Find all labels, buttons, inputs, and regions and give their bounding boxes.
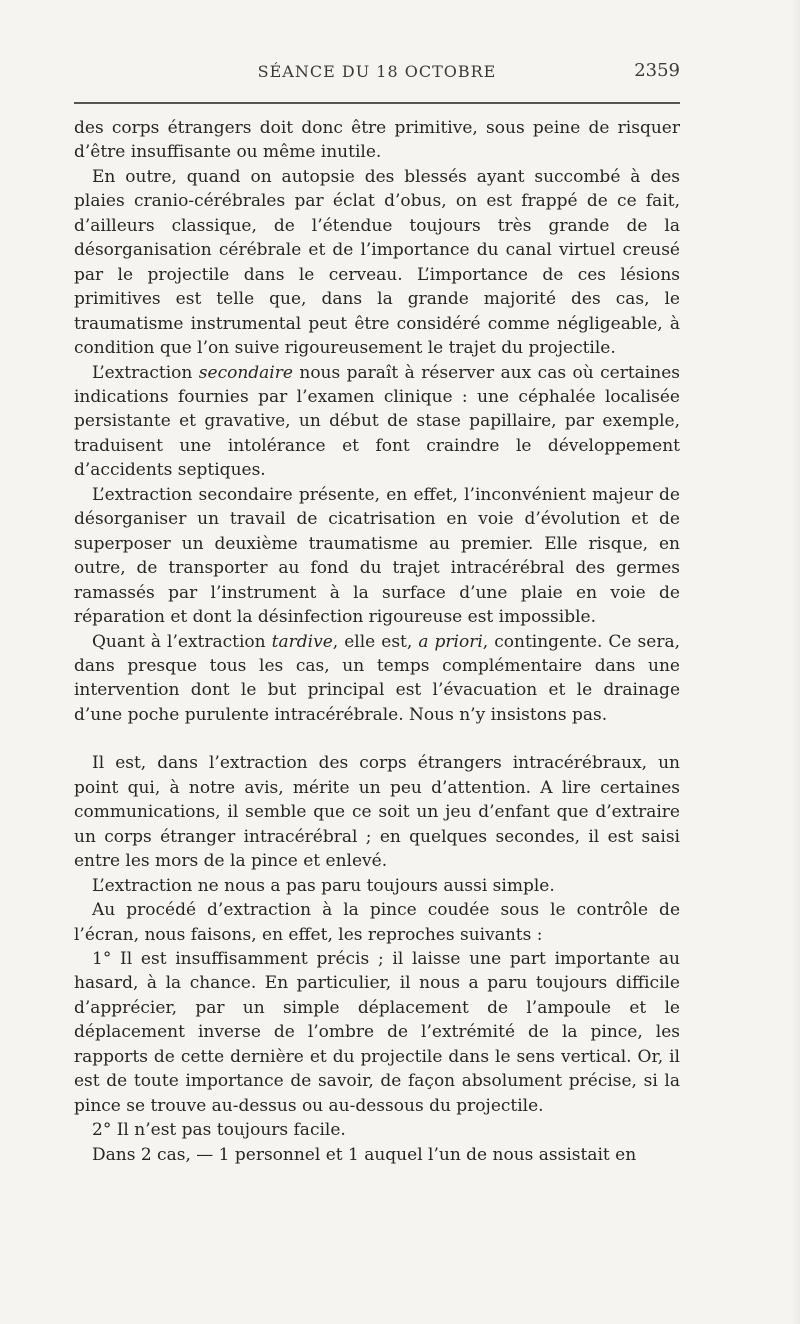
paragraph-text: , elle est, <box>332 631 419 652</box>
paragraph: 2° Il n’est pas toujours facile. <box>92 1120 346 1141</box>
paragraph-text: Quant à l’extraction <box>92 631 272 652</box>
paragraph: L’extraction ne nous a pas paru toujours aussi simple. <box>92 875 555 896</box>
italic-term: a priori <box>418 631 483 652</box>
paragraph: L’extraction secondaire présente, en effet, l’inconvénient majeur de désorganiser un travail de cicatrisation en voie d’évolution et de superposer un deuxième traumatisme au premier. Elle risque, en outre, de transporter au fond du trajet intracérébral des germes ramassés par l’instrument à la surface d’une plaie en voie de réparation et dont la désinfection rigoureuse est impossible. <box>74 484 680 628</box>
header-rule <box>74 102 680 104</box>
paragraph: 1° Il est insuffisamment précis ; il laisse une part importante au hasard, à la chance. En particulier, il nous a paru toujours difficile d’apprécier, par un simple déplacement de l’ampoule et le déplacement inverse de l’ombre de l’extrémité de la pince, les rapports de cette dernière et du projectile dans le sens vertical. Or, il est de toute importance de savoir, de façon absolument précise, si la pince se trouve au-dessus ou au-dessous du projectile. <box>74 948 680 1116</box>
paragraph: Dans 2 cas, — 1 personnel et 1 auquel l’un de nous assistait en <box>92 1144 637 1165</box>
paragraph: des corps étrangers doit donc être primitive, sous peine de risquer d’être insuffisante ou même inutile. <box>74 118 680 163</box>
italic-term: tardive <box>271 631 333 652</box>
header-title: SÉANCE DU 18 OCTOBRE <box>257 62 497 81</box>
running-header <box>74 58 680 94</box>
paragraph <box>74 630 680 728</box>
page-number: 2359 <box>634 60 680 81</box>
paragraph: Au procédé d’extraction à la pince coudée sous le contrôle de l’écran, nous faisons, en effet, les reproches suivants : <box>74 900 680 945</box>
paragraph: En outre, quand on autopsie des blessés ayant succombé à des plaies cranio-cérébrales par éclat d’obus, on est frappé de ce fait, d’ailleurs classique, de l’étendue toujours très grande de la désorganisation cérébrale et de l’importance du canal virtuel creusé par le projectile dans le cerveau. L’importance de ces lésions primitives est telle que, dans la grande majorité des cas, le traumatisme instrumental peut être considéré comme négligeable, à condition que l’on suive rigoureusement le trajet du projectile. <box>74 166 680 359</box>
italic-term: secondaire <box>198 362 293 383</box>
paragraph-text: nous paraît à réserver aux cas où certaines indications fournies par l’examen clinique : une céphalée localisée persistante et gravative, un début de stase papillaire, par exemple, traduisent une intolérance et font craindre le développement d’accidents septiques. <box>74 362 680 481</box>
page-edge-shadow <box>792 0 800 1324</box>
body-text <box>74 116 680 1167</box>
paragraph: Il est, dans l’extraction des corps étrangers intracérébraux, un point qui, à notre avis, mérite un peu d’attention. A lire certaines communications, il semble que ce soit un jeu d’enfant que d’extraire un corps étranger intracérébral ; en quelques secondes, il est saisi entre les mors de la pince et enlevé. <box>74 753 680 872</box>
paragraph-text: , contingente. Ce sera, dans presque tous les cas, un temps complémentaire dans une intervention dont le but principal est l’évacuation et le drainage d’une poche purulente intracérébrale. Nous n’y insistons pas. <box>74 631 680 725</box>
paragraph-text: L’extraction <box>92 362 199 383</box>
paragraph <box>74 361 680 483</box>
